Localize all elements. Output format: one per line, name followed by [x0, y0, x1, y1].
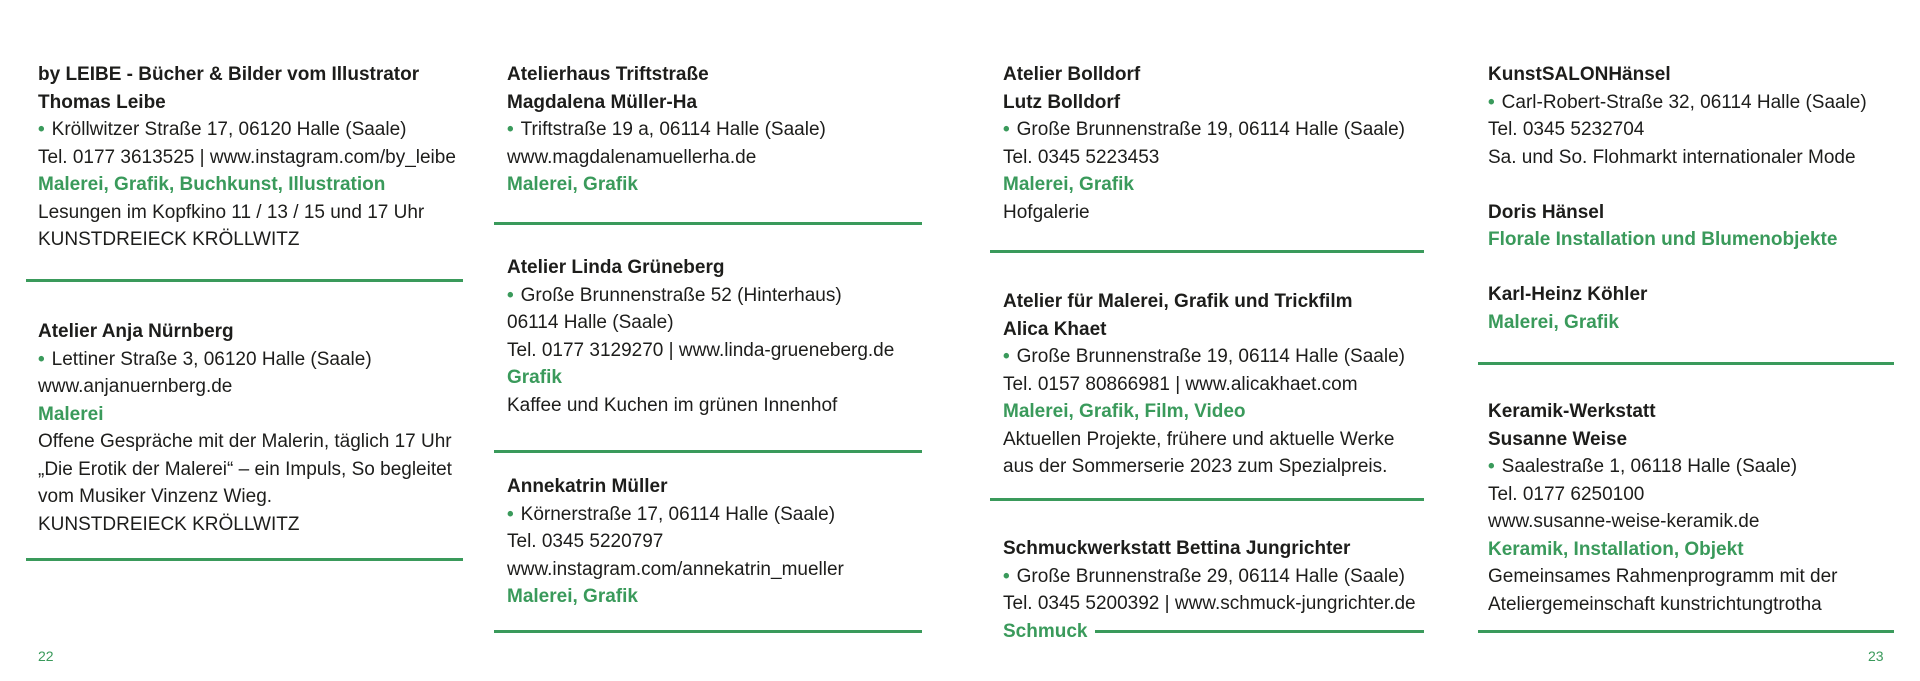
info-line: www.instagram.com/annekatrin_mueller — [507, 558, 844, 580]
category-label: Malerei — [38, 403, 104, 425]
info-line: www.susanne-weise-keramik.de — [1488, 511, 1760, 532]
info-line: Tel. 0345 5200392 | www.schmuck-jungrichter.de — [1003, 593, 1416, 614]
category-label: Grafik — [507, 367, 562, 388]
artist-entry — [1003, 288, 1405, 481]
address-line: • Große Brunnenstraße 29, 06114 Halle (Saale) — [1003, 563, 1424, 591]
artist-entry — [38, 61, 456, 254]
category-row — [1003, 618, 1424, 646]
info-line: Gemeinsames Rahmenprogramm mit der — [1488, 566, 1838, 587]
info-line: KUNSTDREIECK KRÖLLWITZ — [38, 229, 300, 250]
info-line: KUNSTDREIECK KRÖLLWITZ — [38, 513, 300, 535]
info-line: Tel. 0345 5220797 — [507, 531, 664, 552]
page-number-right: 23 — [1868, 648, 1884, 664]
address-line: • Große Brunnenstraße 19, 06114 Halle (Saale) — [1003, 343, 1405, 371]
entry-name: Susanne Weise — [1488, 428, 1628, 450]
artist-entry — [507, 61, 826, 199]
divider-rule — [990, 250, 1424, 253]
divider-rule — [990, 498, 1424, 501]
address-line: • Carl-Robert-Straße 32, 06114 Halle (Saale) — [1488, 89, 1867, 117]
category-label: Malerei, Grafik — [1488, 311, 1619, 333]
address-line: • Große Brunnenstraße 19, 06114 Halle (Saale) — [1003, 116, 1405, 144]
entry-name: Schmuckwerkstatt Bettina Jungrichter — [1003, 538, 1351, 559]
category-label: Keramik, Installation, Objekt — [1488, 538, 1744, 560]
divider-rule — [26, 558, 463, 561]
artist-entry — [1003, 61, 1405, 226]
divider-rule — [494, 450, 922, 453]
entry-name: Atelier Linda Grüneberg — [507, 257, 725, 278]
info-line: www.anjanuernberg.de — [38, 376, 233, 397]
artist-entry — [507, 473, 844, 611]
divider-rule — [494, 630, 922, 633]
info-line: aus der Sommerserie 2023 zum Spezialpreis. — [1003, 456, 1388, 477]
category-label: Malerei, Grafik — [1003, 174, 1134, 195]
category-label: Malerei, Grafik — [507, 586, 638, 607]
info-line: Kaffee und Kuchen im grünen Innenhof — [507, 394, 838, 416]
info-line: Tel. 0177 6250100 — [1488, 483, 1645, 505]
entry-name: Alica Khaet — [1003, 318, 1107, 340]
category-label: Malerei, Grafik, Film, Video — [1003, 401, 1246, 422]
category-label: Malerei, Grafik — [507, 174, 638, 195]
divider-rule — [494, 222, 922, 225]
entry-name: Lutz Bolldorf — [1003, 91, 1121, 113]
entry-name: KunstSALONHänsel — [1488, 64, 1671, 85]
entry-name: Atelier Anja Nürnberg — [38, 321, 234, 342]
category-label: Schmuck — [1003, 620, 1088, 642]
entry-name: Karl-Heinz Köhler — [1488, 284, 1648, 305]
info-line: Tel. 0157 80866981 | www.alicakhaet.com — [1003, 373, 1358, 395]
info-line: Offene Gespräche mit der Malerin, täglich 17 Uhr — [38, 431, 452, 452]
entry-name: Annekatrin Müller — [507, 476, 668, 497]
info-line: Tel. 0177 3613525 | www.instagram.com/by_leibe — [38, 146, 456, 168]
spacer — [1488, 171, 1867, 199]
artist-entry — [1488, 61, 1867, 336]
artist-entry — [38, 318, 452, 538]
info-line: Aktuellen Projekte, frühere und aktuelle Werke — [1003, 428, 1395, 450]
entry-name: Keramik-Werkstatt — [1488, 401, 1656, 422]
divider-rule — [26, 279, 463, 282]
category-label: Malerei, Grafik, Buchkunst, Illustration — [38, 174, 386, 195]
entry-name: by LEIBE - Bücher & Bilder vom Illustrator — [38, 64, 420, 85]
address-line: • Körnerstraße 17, 06114 Halle (Saale) — [507, 501, 844, 529]
entry-name: Thomas Leibe — [38, 91, 166, 113]
info-line: Tel. 0177 3129270 | www.linda-grueneberg.de — [507, 339, 895, 361]
info-line: Ateliergemeinschaft kunstrichtungtrotha — [1488, 593, 1822, 615]
address-line: • Triftstraße 19 a, 06114 Halle (Saale) — [507, 116, 826, 144]
entry-name: Doris Hänsel — [1488, 201, 1605, 223]
divider-rule — [1095, 630, 1424, 633]
entry-name: Atelier Bolldorf — [1003, 64, 1141, 85]
divider-rule — [1478, 362, 1894, 365]
entry-name: Magdalena Müller-Ha — [507, 91, 698, 113]
info-line: vom Musiker Vinzenz Wieg. — [38, 486, 273, 507]
address-line: • Große Brunnenstraße 52 (Hinterhaus) — [507, 282, 894, 310]
info-line: 06114 Halle (Saale) — [507, 312, 674, 333]
entry-name: Atelierhaus Triftstraße — [507, 64, 709, 85]
info-line: Lesungen im Kopfkino 11 / 13 / 15 und 17 Uhr — [38, 201, 425, 223]
artist-entry — [1003, 535, 1424, 645]
address-line: • Saalestraße 1, 06118 Halle (Saale) — [1488, 453, 1838, 481]
category-label: Florale Installation und Blumenobjekte — [1488, 229, 1838, 250]
entry-name: Atelier für Malerei, Grafik und Trickfilm — [1003, 291, 1353, 312]
divider-rule — [1478, 630, 1894, 633]
info-line: Hofgalerie — [1003, 201, 1090, 223]
info-line: Tel. 0345 5232704 — [1488, 119, 1645, 140]
info-line: „Die Erotik der Malerei“ – ein Impuls, So begleitet — [38, 458, 452, 480]
info-line: www.magdalenamuellerha.de — [507, 146, 757, 168]
address-line: • Kröllwitzer Straße 17, 06120 Halle (Saale) — [38, 116, 456, 144]
artist-entry — [1488, 398, 1838, 618]
info-line: Sa. und So. Flohmarkt internationaler Mode — [1488, 146, 1856, 168]
info-line: Tel. 0345 5223453 — [1003, 146, 1160, 168]
address-line: • Lettiner Straße 3, 06120 Halle (Saale) — [38, 346, 452, 374]
page-number-left: 22 — [38, 648, 54, 664]
spacer — [1488, 254, 1867, 282]
artist-entry — [507, 254, 894, 419]
